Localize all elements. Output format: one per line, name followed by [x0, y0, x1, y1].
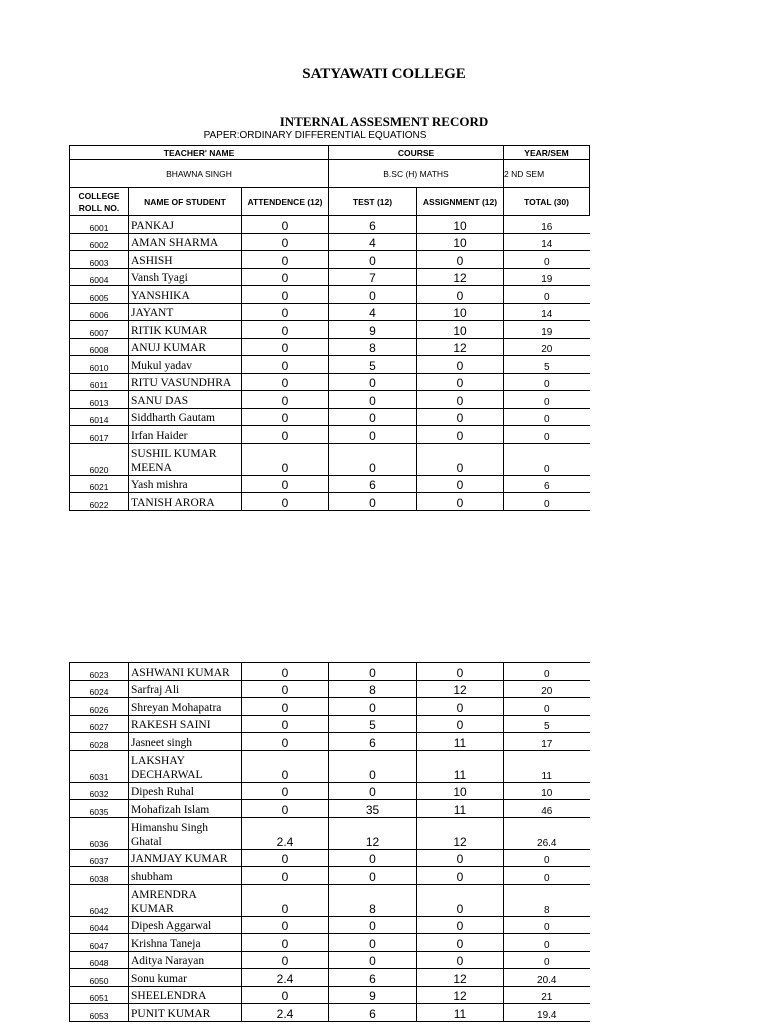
roll-number-cell: 6042	[70, 884, 129, 916]
total-cell: 14	[504, 233, 590, 251]
test-cell: 4	[329, 233, 417, 251]
total-cell: 19	[504, 268, 590, 286]
test-cell: 0	[329, 951, 417, 969]
attendance-cell: 0	[242, 373, 329, 391]
table-row	[70, 934, 590, 952]
teacher-label: TEACHER' NAME	[70, 146, 329, 160]
assignment-cell: 0	[417, 849, 504, 867]
total-cell: 20.4	[504, 969, 590, 987]
assignment-cell: 11	[417, 800, 504, 818]
roll-number-cell: 6032	[70, 782, 129, 800]
student-name-cell: Vansh Tyagi	[129, 268, 242, 286]
attendance-cell: 0	[242, 391, 329, 409]
total-cell: 20	[504, 338, 590, 356]
assignment-cell: 0	[417, 884, 504, 916]
test-cell: 0	[329, 750, 417, 782]
roll-number-cell: 6008	[70, 338, 129, 356]
col-total-header: TOTAL (30)	[504, 188, 590, 216]
col-assignment-header: ASSIGNMENT (12)	[417, 188, 504, 216]
assignment-cell: 10	[417, 303, 504, 321]
attendance-cell: 0	[242, 951, 329, 969]
total-cell: 0	[504, 663, 590, 681]
student-name-cell: PUNIT KUMAR	[129, 1004, 242, 1022]
assignment-cell: 0	[417, 934, 504, 952]
student-name-cell: Aditya Narayan	[129, 951, 242, 969]
table-row	[70, 426, 590, 444]
assignment-cell: 0	[417, 391, 504, 409]
table-row	[70, 356, 590, 374]
total-cell: 19	[504, 321, 590, 339]
student-name-cell: Sarfraj Ali	[129, 680, 242, 698]
attendance-cell: 0	[242, 733, 329, 751]
attendance-cell: 0	[242, 663, 329, 681]
student-name-cell: JANMJAY KUMAR	[129, 849, 242, 867]
student-name-cell: ANUJ KUMAR	[129, 338, 242, 356]
table-row	[70, 303, 590, 321]
roll-number-cell: 6004	[70, 268, 129, 286]
total-cell: 0	[504, 493, 590, 511]
table-row	[70, 373, 590, 391]
assignment-cell: 0	[417, 426, 504, 444]
student-name-cell: RITIK KUMAR	[129, 321, 242, 339]
total-cell: 10	[504, 782, 590, 800]
test-cell: 6	[329, 475, 417, 493]
test-cell: 8	[329, 884, 417, 916]
roll-number-cell: 6048	[70, 951, 129, 969]
student-name-cell: Mukul yadav	[129, 356, 242, 374]
assignment-cell: 12	[417, 680, 504, 698]
marks-table-page2	[69, 662, 590, 1022]
table-row	[70, 321, 590, 339]
assignment-cell: 12	[417, 268, 504, 286]
test-cell: 8	[329, 338, 417, 356]
assignment-cell: 0	[417, 715, 504, 733]
total-cell: 26.4	[504, 817, 590, 849]
total-cell: 46	[504, 800, 590, 818]
roll-number-cell: 6047	[70, 934, 129, 952]
assignment-cell: 12	[417, 969, 504, 987]
total-cell: 0	[504, 698, 590, 716]
attendance-cell: 2.4	[242, 969, 329, 987]
roll-number-cell: 6037	[70, 849, 129, 867]
total-cell: 8	[504, 884, 590, 916]
assignment-cell: 10	[417, 782, 504, 800]
table-row	[70, 733, 590, 751]
assignment-cell: 0	[417, 493, 504, 511]
roll-number-cell: 6028	[70, 733, 129, 751]
roll-number-cell: 6006	[70, 303, 129, 321]
test-cell: 8	[329, 680, 417, 698]
attendance-cell: 0	[242, 680, 329, 698]
table-row	[70, 680, 590, 698]
total-cell: 0	[504, 391, 590, 409]
test-cell: 7	[329, 268, 417, 286]
total-cell: 0	[504, 426, 590, 444]
teacher-name: BHAWNA SINGH	[70, 160, 329, 188]
student-name-cell: SHEELENDRA	[129, 986, 242, 1004]
assignment-cell: 0	[417, 286, 504, 304]
test-cell: 0	[329, 782, 417, 800]
attendance-cell: 0	[242, 338, 329, 356]
roll-number-cell: 6021	[70, 475, 129, 493]
assignment-cell: 10	[417, 233, 504, 251]
total-cell: 14	[504, 303, 590, 321]
roll-number-cell: 6023	[70, 663, 129, 681]
roll-number-cell: 6017	[70, 426, 129, 444]
student-name-cell: Siddharth Gautam	[129, 408, 242, 426]
attendance-cell: 0	[242, 321, 329, 339]
table-row	[70, 916, 590, 934]
col-attendance-header: ATTENDENCE (12)	[242, 188, 329, 216]
roll-number-cell: 6020	[70, 443, 129, 475]
test-cell: 0	[329, 493, 417, 511]
student-name-cell: AMAN SHARMA	[129, 233, 242, 251]
attendance-cell: 0	[242, 715, 329, 733]
attendance-cell: 0	[242, 216, 329, 234]
attendance-cell: 0	[242, 475, 329, 493]
attendance-cell: 0	[242, 849, 329, 867]
student-name-cell: PANKAJ	[129, 216, 242, 234]
total-cell: 11	[504, 750, 590, 782]
table-row	[70, 750, 590, 782]
test-cell: 0	[329, 251, 417, 269]
test-cell: 12	[329, 817, 417, 849]
student-name-cell: Dipesh Aggarwal	[129, 916, 242, 934]
roll-number-cell: 6027	[70, 715, 129, 733]
test-cell: 0	[329, 286, 417, 304]
student-name-cell: Dipesh Ruhal	[129, 782, 242, 800]
paper-name: PAPER:ORDINARY DIFFERENTIAL EQUATIONS	[203, 130, 427, 141]
table-row	[70, 216, 590, 234]
test-cell: 0	[329, 663, 417, 681]
assignment-cell: 10	[417, 216, 504, 234]
roll-number-cell: 6031	[70, 750, 129, 782]
total-cell: 17	[504, 733, 590, 751]
student-name-cell: Himanshu Singh Ghatal	[129, 817, 242, 849]
test-cell: 0	[329, 443, 417, 475]
student-name-cell: ASHISH	[129, 251, 242, 269]
roll-number-cell: 6036	[70, 817, 129, 849]
roll-number-cell: 6050	[70, 969, 129, 987]
roll-number-cell: 6038	[70, 867, 129, 885]
assignment-cell: 0	[417, 951, 504, 969]
table-row	[70, 698, 590, 716]
test-cell: 0	[329, 934, 417, 952]
table-row	[70, 969, 590, 987]
test-cell: 9	[329, 321, 417, 339]
total-cell: 0	[504, 916, 590, 934]
course-label: COURSE	[329, 146, 504, 160]
test-cell: 5	[329, 715, 417, 733]
table-row	[70, 233, 590, 251]
year-sem-value: 2 ND SEM	[504, 160, 590, 188]
assignment-cell: 0	[417, 475, 504, 493]
attendance-cell: 0	[242, 800, 329, 818]
attendance-cell: 0	[242, 916, 329, 934]
year-sem-label: YEAR/SEM	[504, 146, 590, 160]
student-name-cell: Krishna Taneja	[129, 934, 242, 952]
marks-table-page1	[69, 145, 590, 511]
test-cell: 0	[329, 698, 417, 716]
assignment-cell: 0	[417, 663, 504, 681]
attendance-cell: 0	[242, 493, 329, 511]
attendance-cell: 0	[242, 698, 329, 716]
test-cell: 0	[329, 867, 417, 885]
table-row	[70, 251, 590, 269]
test-cell: 6	[329, 733, 417, 751]
total-cell: 0	[504, 849, 590, 867]
student-name-cell: ASHWANI KUMAR	[129, 663, 242, 681]
roll-number-cell: 6005	[70, 286, 129, 304]
test-cell: 0	[329, 391, 417, 409]
total-cell: 5	[504, 715, 590, 733]
table-row	[70, 800, 590, 818]
attendance-cell: 0	[242, 251, 329, 269]
assignment-cell: 0	[417, 251, 504, 269]
test-cell: 0	[329, 849, 417, 867]
table-row	[70, 986, 590, 1004]
total-cell: 0	[504, 373, 590, 391]
assignment-cell: 0	[417, 373, 504, 391]
assignment-cell: 11	[417, 1004, 504, 1022]
attendance-cell: 0	[242, 356, 329, 374]
total-cell: 0	[504, 951, 590, 969]
student-name-cell: Shreyan Mohapatra	[129, 698, 242, 716]
student-name-cell: RITU VASUNDHRA	[129, 373, 242, 391]
roll-number-cell: 6001	[70, 216, 129, 234]
table-row	[70, 493, 590, 511]
roll-number-cell: 6026	[70, 698, 129, 716]
student-name-cell: SUSHIL KUMAR MEENA	[129, 443, 242, 475]
test-cell: 4	[329, 303, 417, 321]
roll-number-cell: 6051	[70, 986, 129, 1004]
college-title: SATYAWATI COLLEGE	[302, 66, 466, 82]
attendance-cell: 0	[242, 233, 329, 251]
test-cell: 6	[329, 216, 417, 234]
test-cell: 6	[329, 1004, 417, 1022]
student-name-cell: Yash mishra	[129, 475, 242, 493]
student-name-cell: TANISH ARORA	[129, 493, 242, 511]
attendance-cell: 0	[242, 426, 329, 444]
total-cell: 0	[504, 934, 590, 952]
total-cell: 5	[504, 356, 590, 374]
attendance-cell: 0	[242, 934, 329, 952]
marks-table-body-2	[70, 663, 590, 1022]
student-name-cell: LAKSHAY DECHARWAL	[129, 750, 242, 782]
attendance-cell: 0	[242, 408, 329, 426]
student-name-cell: Mohafizah Islam	[129, 800, 242, 818]
attendance-cell: 0	[242, 443, 329, 475]
student-name-cell: SANU DAS	[129, 391, 242, 409]
assignment-cell: 0	[417, 867, 504, 885]
test-cell: 0	[329, 408, 417, 426]
marks-table-body-1	[70, 146, 590, 511]
student-name-cell: AMRENDRA KUMAR	[129, 884, 242, 916]
assignment-cell: 0	[417, 916, 504, 934]
test-cell: 6	[329, 969, 417, 987]
attendance-cell: 0	[242, 782, 329, 800]
table-row	[70, 391, 590, 409]
attendance-cell: 0	[242, 867, 329, 885]
assignment-cell: 12	[417, 817, 504, 849]
roll-number-cell: 6024	[70, 680, 129, 698]
table-row	[70, 338, 590, 356]
table-row	[70, 268, 590, 286]
assignment-cell: 0	[417, 443, 504, 475]
col-roll-header: COLLEGE ROLL NO.	[70, 188, 129, 216]
roll-number-cell: 6013	[70, 391, 129, 409]
attendance-cell: 2.4	[242, 817, 329, 849]
total-cell: 0	[504, 408, 590, 426]
table-row	[70, 443, 590, 475]
attendance-cell: 2.4	[242, 1004, 329, 1022]
attendance-cell: 0	[242, 268, 329, 286]
student-name-cell: Irfan Haider	[129, 426, 242, 444]
total-cell: 0	[504, 443, 590, 475]
test-cell: 9	[329, 986, 417, 1004]
roll-number-cell: 6007	[70, 321, 129, 339]
attendance-cell: 0	[242, 986, 329, 1004]
table-row	[70, 951, 590, 969]
test-cell: 0	[329, 916, 417, 934]
assignment-cell: 0	[417, 356, 504, 374]
table-row	[70, 475, 590, 493]
student-name-cell: Sonu kumar	[129, 969, 242, 987]
test-cell: 35	[329, 800, 417, 818]
total-cell: 0	[504, 867, 590, 885]
col-name-header: NAME OF STUDENT	[129, 188, 242, 216]
total-cell: 0	[504, 286, 590, 304]
test-cell: 5	[329, 356, 417, 374]
table-row	[70, 782, 590, 800]
roll-number-cell: 6035	[70, 800, 129, 818]
total-cell: 16	[504, 216, 590, 234]
table-row	[70, 663, 590, 681]
table-row	[70, 849, 590, 867]
roll-number-cell: 6003	[70, 251, 129, 269]
total-cell: 19.4	[504, 1004, 590, 1022]
student-name-cell: shubham	[129, 867, 242, 885]
col-test-header: TEST (12)	[329, 188, 417, 216]
table-row	[70, 867, 590, 885]
assignment-cell: 12	[417, 986, 504, 1004]
assignment-cell: 0	[417, 408, 504, 426]
attendance-cell: 0	[242, 303, 329, 321]
attendance-cell: 0	[242, 750, 329, 782]
table-row	[70, 715, 590, 733]
total-cell: 6	[504, 475, 590, 493]
record-title: INTERNAL ASSESMENT RECORD	[279, 114, 489, 129]
course-name: B.SC (H) MATHS	[329, 160, 504, 188]
roll-number-cell: 6014	[70, 408, 129, 426]
attendance-cell: 0	[242, 884, 329, 916]
roll-number-cell: 6010	[70, 356, 129, 374]
total-cell: 20	[504, 680, 590, 698]
roll-number-cell: 6044	[70, 916, 129, 934]
roll-number-cell: 6002	[70, 233, 129, 251]
assignment-cell: 11	[417, 750, 504, 782]
table-row	[70, 1004, 590, 1022]
total-cell: 0	[504, 251, 590, 269]
student-name-cell: YANSHIKA	[129, 286, 242, 304]
table-row	[70, 884, 590, 916]
attendance-cell: 0	[242, 286, 329, 304]
table-row	[70, 817, 590, 849]
assignment-cell: 12	[417, 338, 504, 356]
table-row	[70, 408, 590, 426]
assignment-cell: 11	[417, 733, 504, 751]
test-cell: 0	[329, 426, 417, 444]
assignment-cell: 10	[417, 321, 504, 339]
student-name-cell: JAYANT	[129, 303, 242, 321]
student-name-cell: RAKESH SAINI	[129, 715, 242, 733]
table-row	[70, 286, 590, 304]
roll-number-cell: 6053	[70, 1004, 129, 1022]
assignment-cell: 0	[417, 698, 504, 716]
total-cell: 21	[504, 986, 590, 1004]
test-cell: 0	[329, 373, 417, 391]
roll-number-cell: 6022	[70, 493, 129, 511]
roll-number-cell: 6011	[70, 373, 129, 391]
student-name-cell: Jasneet singh	[129, 733, 242, 751]
